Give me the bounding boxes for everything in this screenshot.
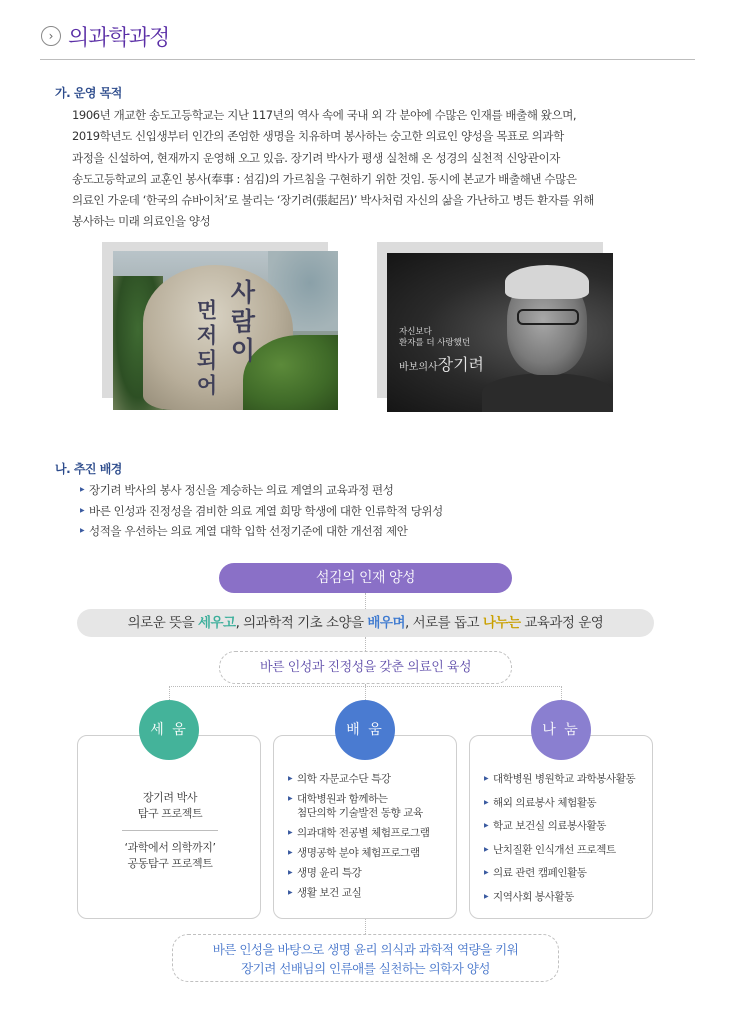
list-item: ▶ 해외 의료봉사 체험활동 — [484, 796, 597, 809]
section-title-purpose: 가. 운영 목적 — [55, 86, 122, 100]
purpose-line: 과정을 신설하여, 현재까지 운영해 오고 있음. 장기려 박사가 평생 실천해 온 성경의 실천적 신앙관이자 — [72, 150, 560, 165]
result-box: 바른 인성을 바탕으로 생명 윤리 의식과 과학적 역량을 키워 장기려 선배님의 인류애를 실천하는 의학자 양성 — [172, 934, 559, 982]
nanum-list — [484, 772, 635, 904]
list-item: ▶ 생명 윤리 특강 — [288, 867, 362, 879]
list-item: ▶ 장기려 박사의 봉사 정신을 계승하는 의료 계열의 교육과정 편성 — [80, 480, 443, 501]
list-item: ▶ 학교 보건실 의료봉사활동 — [484, 820, 607, 832]
triangle-bullet-icon: ▶ — [484, 822, 489, 829]
page-title: 의과학과정 — [68, 26, 170, 51]
project-2: ‘과학에서 의학까지’ 공동탐구 프로젝트 — [124, 841, 216, 870]
card-seum — [77, 735, 261, 919]
purpose-line: 1906년 개교한 송도고등학교는 지난 117년의 역사 속에 국내 외 각 분야에 수많은 인재를 배출해 왔으며, — [72, 108, 577, 122]
list-item: ▶ 생명공학 분야 체험프로그램 — [288, 847, 420, 859]
rock-carving-text: 먼저되어 — [194, 299, 219, 399]
triangle-bullet-icon: ▶ — [80, 506, 85, 514]
circle-baeum: 배 움 — [335, 700, 395, 760]
circle-nanum: 나 눔 — [531, 700, 591, 760]
purpose-line: 의료인 가운데 ‘한국의 슈바이처’로 불리는 ‘장기려(張起呂)’ 박사처럼 자신의 삶을 가난하고 병든 환자를 위해 — [72, 193, 594, 208]
chevron-right-circle-icon: › — [41, 26, 61, 46]
triangle-bullet-icon: ▶ — [288, 849, 293, 856]
card-baeum — [273, 735, 457, 919]
list-item: ▶ 바른 인성과 진정성을 겸비한 의료 계열 희망 학생에 대한 인류학적 당위성 — [80, 501, 443, 522]
triangle-bullet-icon: ▶ — [80, 486, 85, 493]
section-title-background: 나. 추진 배경 — [55, 462, 122, 476]
triangle-bullet-icon: ▶ — [288, 869, 293, 876]
triangle-bullet-icon: ▶ — [288, 889, 293, 896]
circle-seum: 세 움 — [139, 700, 199, 760]
rock-carving-text: 사람이 — [227, 279, 256, 366]
page-header — [40, 20, 695, 60]
goal-box: 바른 인성과 진정성을 갖춘 의료인 육성 — [219, 651, 512, 684]
divider — [122, 830, 218, 831]
portrait-caption-name: 바보의사장기려 — [399, 355, 485, 374]
triangle-bullet-icon: ▶ — [288, 829, 293, 836]
list-item: ▶ 지역사회 봉사활동 — [484, 890, 574, 903]
project-1: 장기려 박사 탐구 프로젝트 — [137, 791, 203, 820]
triangle-bullet-icon: ▶ — [288, 795, 293, 802]
triangle-bullet-icon: ▶ — [288, 775, 293, 782]
triangle-bullet-icon: ▶ — [80, 527, 85, 534]
triangle-bullet-icon: ▶ — [484, 892, 489, 900]
list-item: ▶ 의과대학 전공별 체험프로그램 — [288, 827, 430, 839]
triangle-bullet-icon: ▶ — [484, 798, 489, 806]
list-item: ▶ 의학 자문교수단 특강 — [288, 773, 391, 785]
background-list — [80, 480, 443, 542]
card-nanum — [469, 735, 653, 919]
triangle-bullet-icon: ▶ — [484, 845, 489, 853]
portrait-photo — [387, 253, 613, 412]
list-item: ▶ 대학병원과 함께하는 첨단의학 기술발전 동향 교육 — [288, 793, 423, 819]
triangle-bullet-icon: ▶ — [484, 869, 489, 876]
list-item: ▶ 난치질환 인식개선 프로젝트 — [484, 843, 616, 856]
portrait-caption: 자신보다 환자를 더 사랑했던 — [399, 327, 471, 348]
list-item: ▶ 대학병원 병원학교 과학봉사활동 — [484, 773, 636, 785]
purpose-line: 봉사하는 미래 의료인을 양성 — [72, 214, 211, 229]
baeum-list — [288, 772, 430, 900]
main-goal-pill: 섬김의 인재 양성 — [219, 563, 512, 593]
triangle-bullet-icon: ▶ — [484, 775, 489, 782]
motto-bar: 의로운 뜻을 세우고, 의과학적 기초 소양을 배우며, 서로를 돕고 나누는 교육과정 운영 — [77, 609, 654, 637]
list-item: ▶ 성적을 우선하는 의료 계열 대학 입학 선정기준에 대한 개선점 제안 — [80, 521, 443, 542]
purpose-line: 2019학년도 신입생부터 인간의 존엄한 생명을 치유하며 봉사하는 숭고한 의료인 양성을 목표로 의과학 — [72, 129, 564, 144]
rock-monument-photo — [113, 251, 338, 410]
purpose-line: 송도고등학교의 교훈인 봉사(奉事 : 섬김)의 가르침을 구현하기 위한 것임. 동시에 본교가 배출해낸 수많은 — [72, 171, 577, 186]
list-item: ▶ 생활 보건 교실 — [288, 887, 362, 899]
list-item: ▶ 의료 관련 캠페인활동 — [484, 867, 587, 879]
glasses-shape — [517, 309, 579, 325]
purpose-paragraph — [72, 105, 672, 233]
